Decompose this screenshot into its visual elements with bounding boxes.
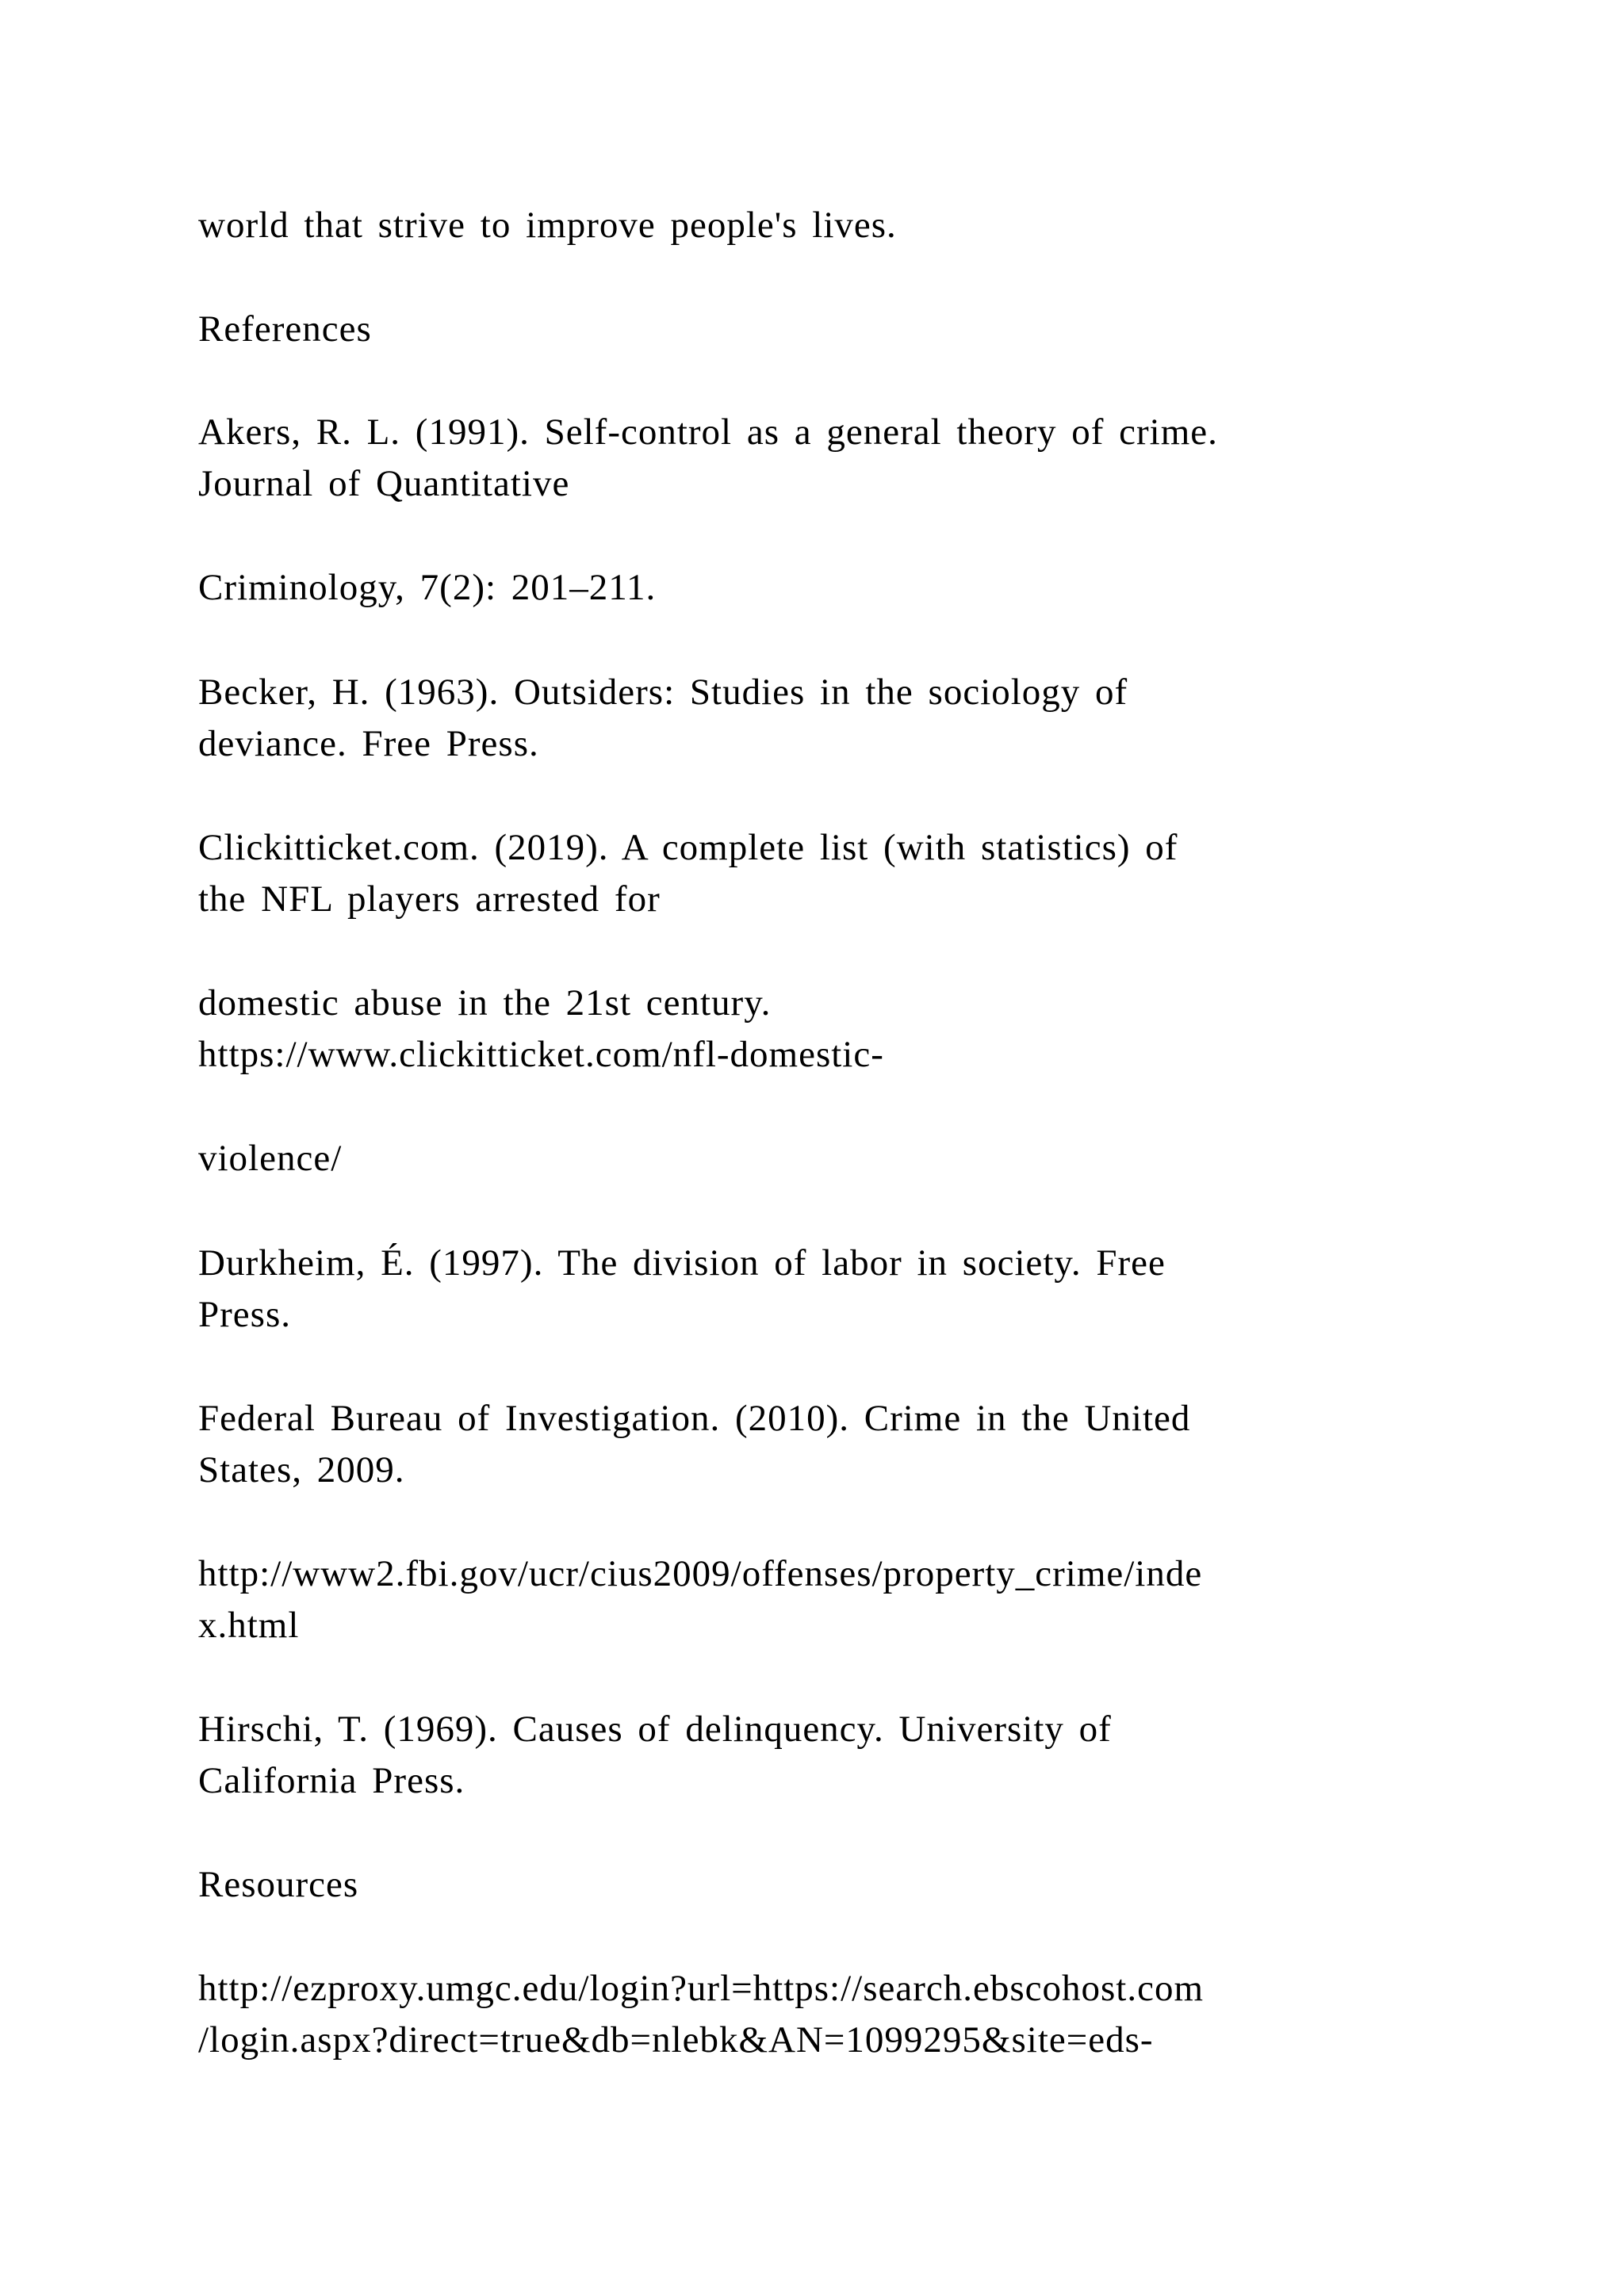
reference-akers-line-3: Criminology, 7(2): 201–211. [198, 567, 657, 608]
reference-clickitticket-line-2: the NFL players arrested for [198, 878, 661, 920]
reference-fbi-url-line-2: x.html [198, 1605, 300, 1646]
reference-clickitticket-url-line-1: https://www.clickitticket.com/nfl-domestic- [198, 1034, 884, 1075]
reference-clickitticket-line-1: Clickitticket.com. (2019). A complete list (with statistics) of [198, 827, 1178, 868]
reference-fbi-line-2: States, 2009. [198, 1449, 405, 1490]
reference-durkheim-line-2: Press. [198, 1294, 291, 1335]
reference-akers-line-2: Journal of Quantitative [198, 463, 570, 504]
reference-clickitticket-line-3: domestic abuse in the 21st century. [198, 982, 772, 1024]
reference-hirschi-line-1: Hirschi, T. (1969). Causes of delinquency. University of [198, 1709, 1112, 1750]
reference-durkheim-line-1: Durkheim, É. (1997). The division of labor in society. Free [198, 1242, 1166, 1284]
reference-becker-line-2: deviance. Free Press. [198, 723, 539, 764]
reference-hirschi-line-2: California Press. [198, 1760, 465, 1801]
body-text-line: world that strive to improve people's lives. [198, 205, 897, 246]
resource-url-line-2: /login.aspx?direct=true&db=nlebk&AN=1099295&site=eds- [198, 2019, 1154, 2061]
references-heading: References [198, 308, 372, 350]
reference-fbi-line-1: Federal Bureau of Investigation. (2010). Crime in the United [198, 1398, 1191, 1439]
reference-fbi-url-line-1: http://www2.fbi.gov/ucr/cius2009/offenses/property_crime/inde [198, 1553, 1203, 1594]
resource-url-line-1: http://ezproxy.umgc.edu/login?url=https://search.ebscohost.com [198, 1968, 1205, 2009]
resources-heading: Resources [198, 1864, 359, 1905]
reference-clickitticket-url-line-2: violence/ [198, 1138, 343, 1179]
reference-becker-line-1: Becker, H. (1963). Outsiders: Studies in the sociology of [198, 672, 1128, 713]
reference-akers-line-1: Akers, R. L. (1991). Self-control as a general theory of crime. [198, 411, 1218, 453]
